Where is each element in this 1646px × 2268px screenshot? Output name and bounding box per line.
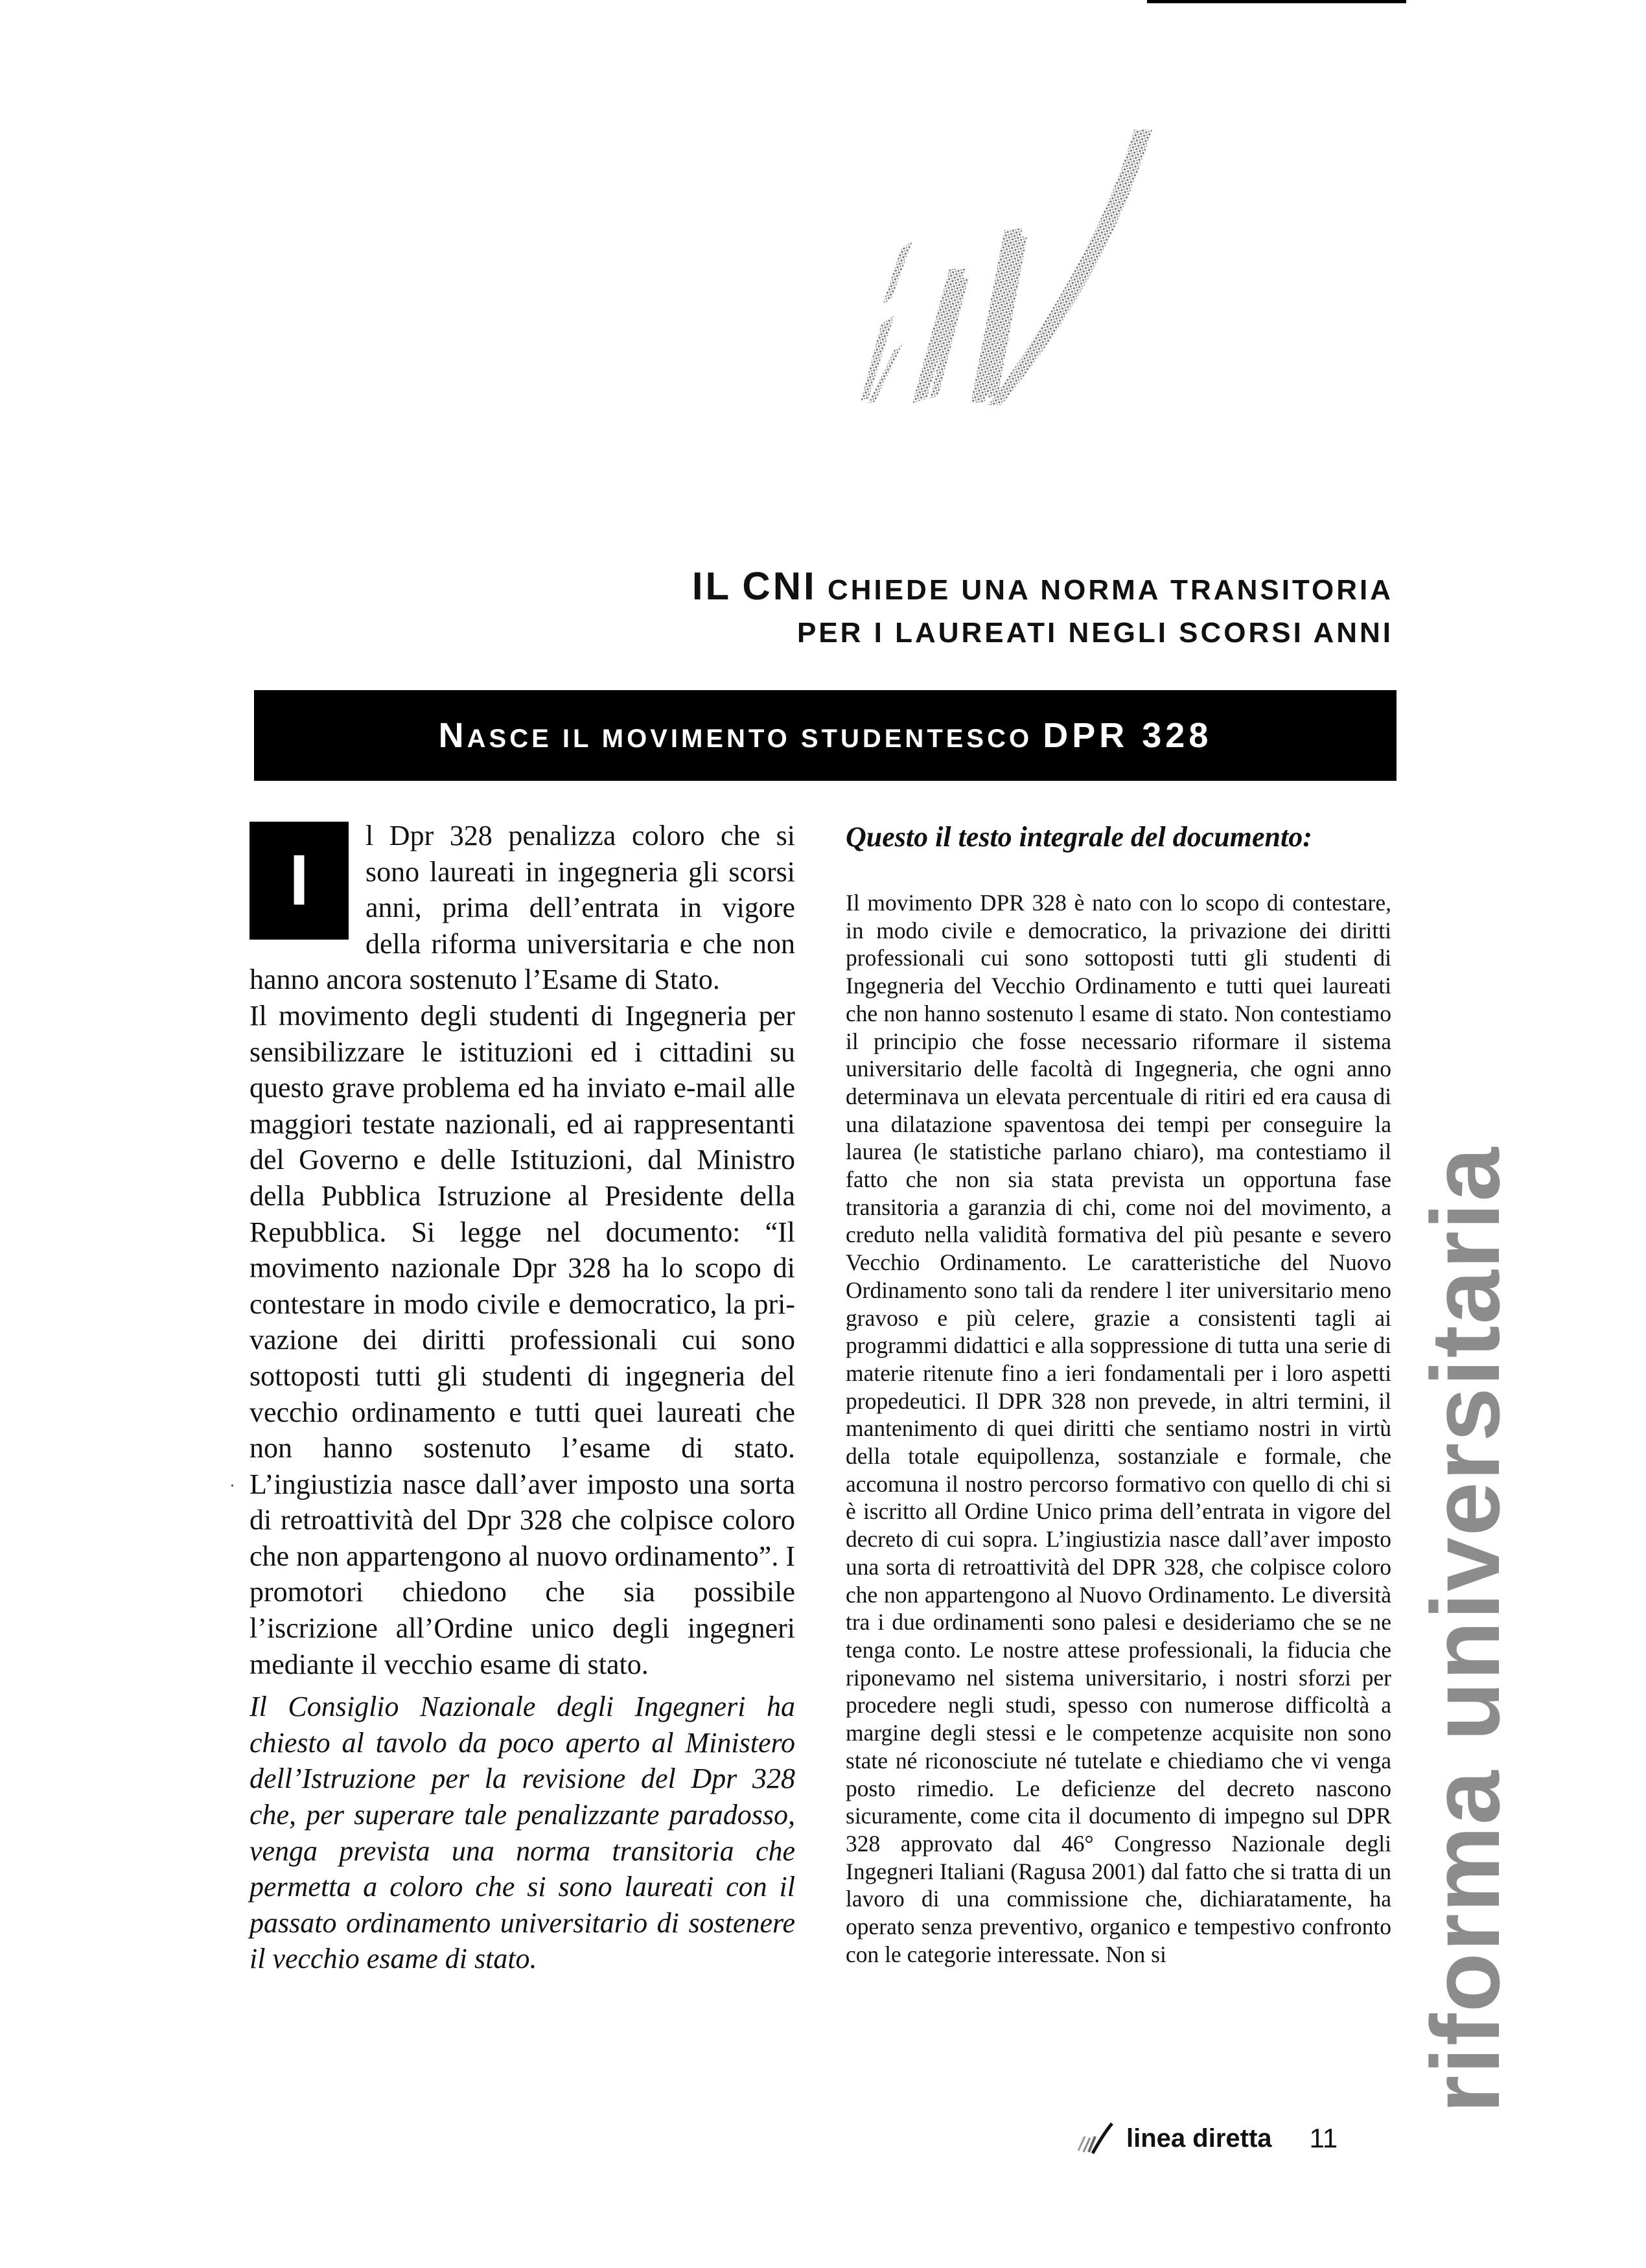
headline-rest: CHIEDE UNA NORMA TRANSITORIA xyxy=(827,574,1393,606)
cni-statement-paragraph: Il Consiglio Nazionale degli Ingegneri ha chiesto al tavolo da poco aperto al Ministero dell’Istruzione per la revisione del Dpr 328 che, per superare tale penalizzante paradosso, venga prevista una norma transitoria che permetta a coloro che si sono laureati con il passato ordinamento universitario di sostenere il vecchio esame di stato. xyxy=(249,1691,795,1975)
lead-paragraph: l Dpr 328 penalizza coloro che si sono laureati in ingegneria gli scorsi anni, prima dell’entrata in vigore della riforma universitaria e che non hanno ancora sostenuto l’Esame di Stato. xyxy=(249,820,795,996)
banner-text: ASCE IL MOVIMENTO STUDENTESCO xyxy=(467,724,1033,753)
section-banner xyxy=(254,690,1397,781)
headline-line-1 xyxy=(692,565,1393,612)
left-column xyxy=(249,818,795,1977)
right-column xyxy=(846,818,1391,1968)
drop-cap-letter: I xyxy=(289,840,309,920)
banner-initial: N xyxy=(438,716,467,755)
headline xyxy=(692,565,1393,654)
drop-cap xyxy=(249,822,349,940)
body-paragraph: Il movimento degli studenti di Ingegneria per sensibilizzare le istituzioni ed i cittadini su questo grave problema ed ha inviato e-mail alle maggiori testate nazionali, ed ai rappresentanti del Governo e delle Istituzioni, dal Ministro della Pubblica Istruzione al Presidente della Repubblica. Si legge nel documento: “Il movimento nazionale Dpr 328 ha lo scopo di contestare in modo civile e democratico, la privazione dei diritti professionali cui sono sottoposti tutti gli studenti di ingegneria del vecchio ordinamento e tutti quei laureati che non hanno sostenuto l’esame di stato. L’ingiustizia nasce dall’aver imposto una sorta di retroattività del Dpr 328 che colpisce coloro che non appartengono al nuovo ordinamento”. I promotori chiedono che sia possibile l’iscrizione all’Ordine unico degli ingegneri mediante il vecchio esame di stato. xyxy=(249,999,795,1680)
ingegneri-logo-icon xyxy=(842,104,1257,408)
section-label-vertical: riforma universitaria xyxy=(1411,1146,1520,2114)
document-text: Il movimento DPR 328 è nato con lo scopo di contestare, in modo civile e democratico, la privazione dei diritti professionali cui sono sottoposti tutti gli studenti di Ingegneria del Vecchio Ordinamento e tutti quei laureati che non hanno sostenuto l esame di stato. Non contestiamo il principio che fosse necessario riformare il sistema universitario delle facoltà di Ingegneria, che ogni anno determinava un elevata percentuale di ritiri ed era causa di una dilatazione spaventosa dei tempi per conseguire la laurea (le statistiche parlano chiaro), ma contestiamo il fatto che non sia stata prevista un opportuna fase transitoria a garanzia di chi, come noi del movimento, a creduto nella validità formativa del più pesante e severo Vecchio Ordinamento. Le caratteristiche del Nuovo Ordinamento sono tali da rendere l iter universitario meno gravoso e più celere, grazie a consistenti tagli ai programmi didattici e alla soppressione di tutta una serie di materie ritenute fino a ieri fondamentali per i loro aspetti propedeutici. Il DPR 328 non prevede, in altri termini, il mantenimento di quei diritti che sentiamo nostri in virtù della totale equipollenza, sostanziale e formale, che accomuna il nostro percorso formativo con quello di chi si è iscritto all Ordine Unico prima dell’entrata in vigore del decreto di cui sopra. L’ingiustizia nasce dall’aver imposto una sorta di retroattività del DPR 328, che colpisce coloro che non appartengono al Nuovo Ordinamento. Le diversità tra i due ordinamenti sono palesi e desideriamo che se ne tenga conto. Le nostre attese professionali, la fiducia che riponevamo nel sistema universitario, i nostri sforzi per procedere negli studi, spesso con numerose difficoltà a margine degli stessi e le competenze acquisite non sono state né riconosciute né tutelate e chiediamo che vi venga posto rimedio. Le deficienze del decreto nascono sicuramente, come cita il documento di impegno sul DPR 328 approvato dal 46° Congresso Nazionale degli Ingegneri Italiani (Ragusa 2001) dal fatto che si tratta di un lavoro di una commissione che, dichiaratamente, ha operato senza preventivo, organico e tempestivo confronto con le categorie interessate. Non si xyxy=(846,890,1391,1967)
document-heading: Questo il testo integrale del documento: xyxy=(846,821,1312,853)
page-number: 11 xyxy=(1309,2123,1338,2153)
headline-acronym: CNI xyxy=(742,564,817,608)
magazine-name: linea diretta xyxy=(1126,2123,1272,2153)
headline-prefix: IL xyxy=(691,564,732,608)
top-rule xyxy=(1147,0,1406,3)
linea-diretta-logo-icon xyxy=(1076,2122,1115,2155)
section-sidebar xyxy=(1411,1146,1520,2114)
scan-speck xyxy=(231,1485,233,1487)
banner-acronym: DPR 328 xyxy=(1043,716,1212,755)
headline-line-2: PER I LAUREATI NEGLI SCORSI ANNI xyxy=(796,617,1393,649)
page-footer xyxy=(1076,2116,1338,2161)
